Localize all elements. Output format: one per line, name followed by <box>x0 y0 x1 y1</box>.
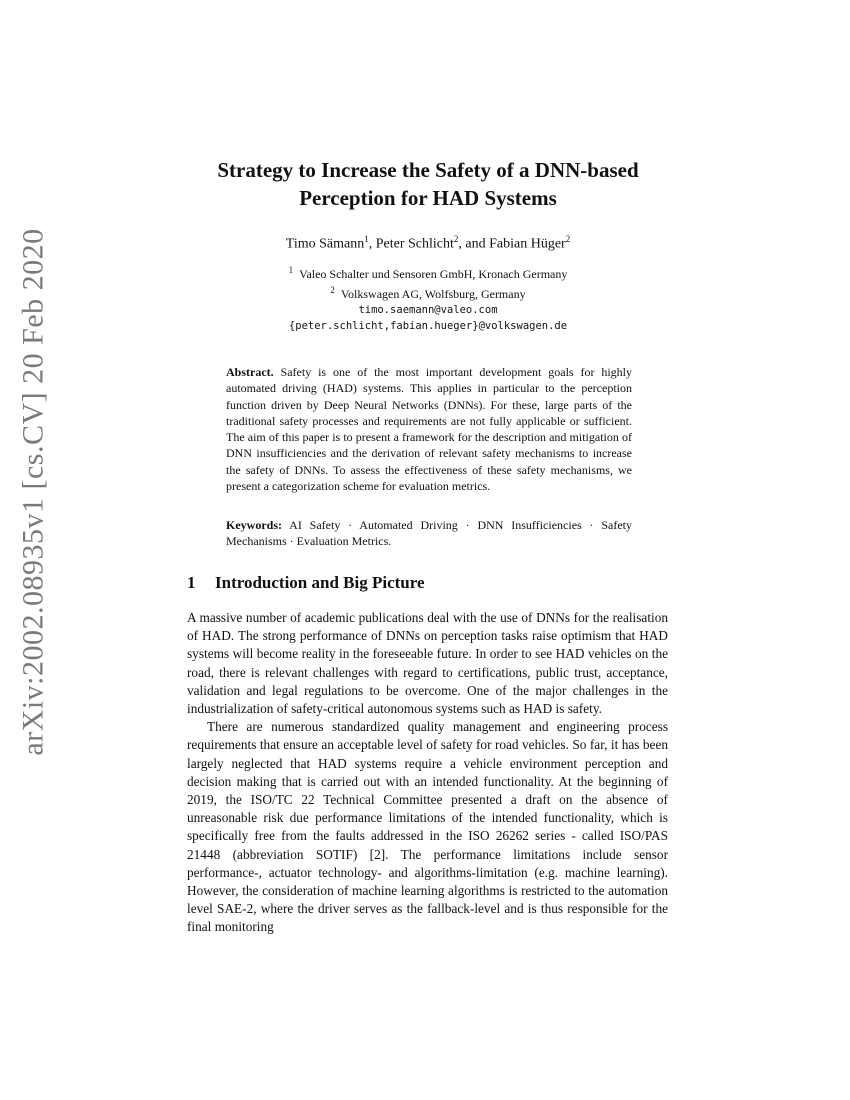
author-3: Fabian Hüger <box>489 236 566 252</box>
paragraph-2: There are numerous standardized quality management and engineering process requirements that ensure an acceptable level of safety for road vehicles. So far, it has been largely neglected that HAD systems require a vehicle environment perception and decision making that is carried out with an intended functionality. At the beginning of 2019, the ISO/TC 22 Technical Committee presented a draft on the absence of unreasonable risk due performance limitations of the intended functionality, which is specifically free from the faults addressed in the ISO 26262 series - called ISO/PAS 21448 (abbreviation SOTIF) [2]. The performance limitations include sensor performance-, actuator technology- and algorithms-limitation (e.g. machine learning). However, the consideration of machine learning algorithms is restricted to the automation level SAE-2, where the driver serves as the fallback-level and is thus responsible for the final monitoring <box>187 719 668 935</box>
abstract-label: Abstract. <box>226 365 274 379</box>
author-separator-1: , <box>368 236 376 252</box>
title-line-1: Strategy to Increase the Safety of a DNN-based <box>217 158 639 182</box>
keywords-text: AI Safety · Automated Driving · DNN Insufficiencies · Safety Mechanisms · Evaluation Metrics. <box>226 518 632 549</box>
author-2-affil-mark: 2 <box>453 234 459 244</box>
abstract <box>226 364 632 494</box>
affiliation-1-mark: 1 <box>288 265 294 275</box>
affiliation-1-text: Valeo Schalter und Sensoren GmbH, Kronach Germany <box>299 267 568 281</box>
section-number: 1 <box>187 573 196 592</box>
affiliation-2-mark: 2 <box>330 285 335 295</box>
affiliations <box>150 262 706 334</box>
email-2: {peter.schlicht,fabian.hueger}@volkswagen.de <box>288 320 568 332</box>
author-separator-2: , and <box>458 236 490 252</box>
arxiv-side-stamp <box>4 228 64 756</box>
affiliation-2 <box>150 282 706 302</box>
title-line-2: Perception for HAD Systems <box>299 186 557 210</box>
keywords <box>226 517 632 550</box>
arxiv-identifier: arXiv:2002.08935v1 [cs.CV] 20 Feb 2020 <box>17 228 51 756</box>
author-3-affil-mark: 2 <box>565 234 571 244</box>
paper-title <box>150 156 706 212</box>
section-heading <box>187 573 667 593</box>
author-list <box>150 234 706 253</box>
abstract-text: Safety is one of the most important development goals for highly automated driving (HAD) systems. This applies in particular to the perception function driven by Deep Neural Networks (DNNs). For these, large parts of the traditional safety processes and requirements are not fully applicable or sufficient. The aim of this paper is to present a framework for the description and mitigation of DNN insufficiencies and the derivation of relevant safety mechanisms to increase the safety of DNNs. To assess the effectiveness of these safety mechanisms, we present a categorization scheme for evaluation metrics. <box>226 365 633 494</box>
keywords-label: Keywords: <box>226 518 282 532</box>
paragraph-1: A massive number of academic publications deal with the use of DNNs for the realisation of HAD. The strong performance of DNNs on perception tasks raise optimism that HAD systems will become reality in the foreseeable future. In order to see HAD vehicles on the road, there is relevant challenges with regard to certifications, public trust, acceptance, validation and legal regulations to be overcome. One of the major challenges in the industrialization of safety-critical autonomous systems such as HAD is safety. <box>187 610 668 717</box>
affiliation-2-text: Volkswagen AG, Wolfsburg, Germany <box>340 287 526 301</box>
section-body <box>187 609 668 937</box>
author-1-affil-mark: 1 <box>364 234 369 244</box>
section-title: Introduction and Big Picture <box>215 573 425 592</box>
author-2: Peter Schlicht <box>375 236 454 252</box>
email-1: timo.saemann@valeo.com <box>358 304 498 316</box>
affiliation-1 <box>150 262 706 282</box>
author-1: Timo Sämann <box>285 236 365 252</box>
